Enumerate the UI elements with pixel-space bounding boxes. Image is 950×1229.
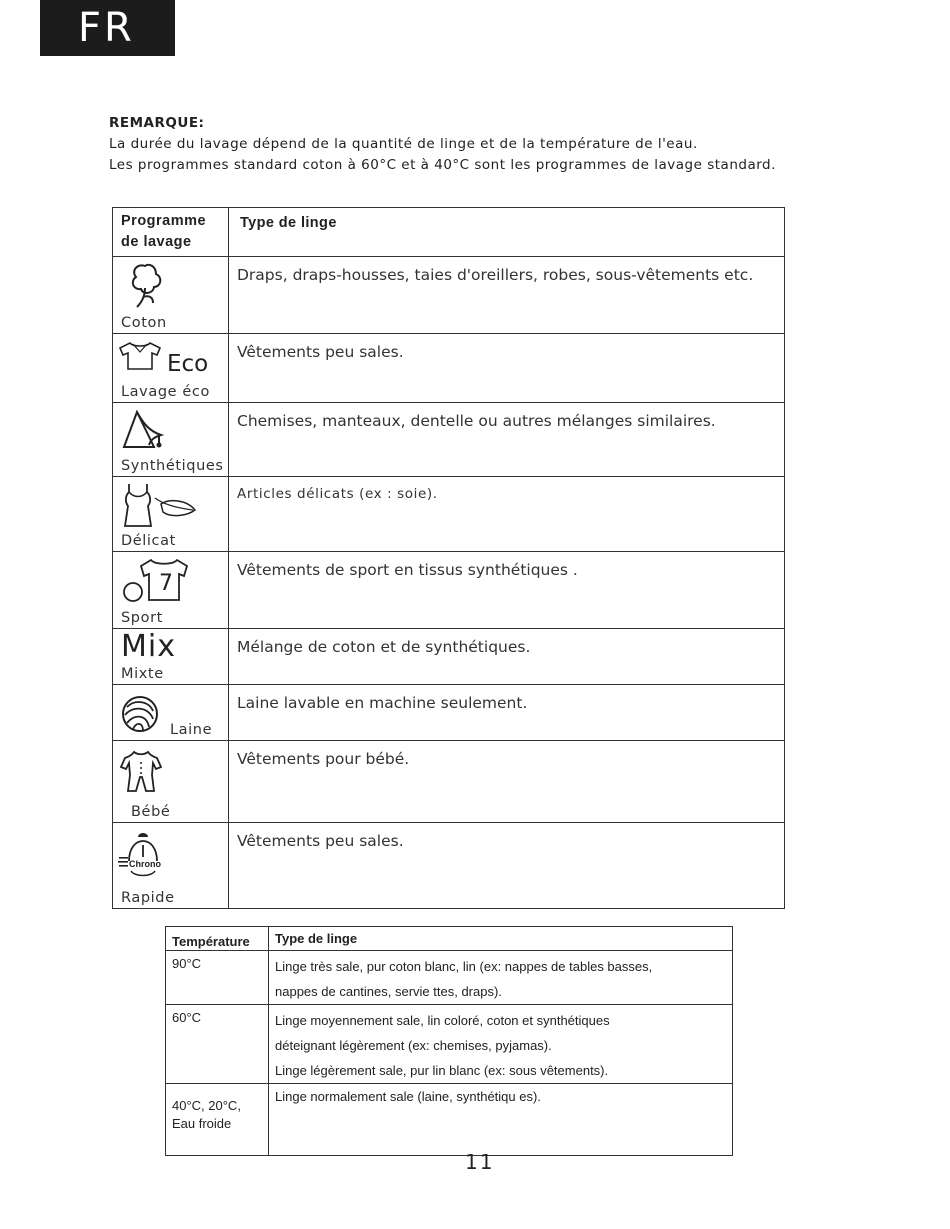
- program-row: [113, 552, 785, 629]
- header-temperature: Température: [166, 927, 269, 951]
- program-description: Vêtements de sport en tissus synthétiques .: [229, 552, 785, 629]
- remark-title: REMARQUE:: [109, 115, 205, 131]
- program-label: Délicat: [121, 533, 176, 549]
- baby-onesie-icon: [120, 749, 162, 795]
- temperature-table: [165, 926, 733, 1156]
- linen-line: Linge normalement sale (laine, synthétiqu es).: [275, 1089, 541, 1104]
- linen-line: déteignant légèrement (ex: chemises, pyjamas).: [275, 1038, 552, 1053]
- program-label: Bébé: [131, 804, 171, 820]
- sport-icon-number: 7: [159, 571, 173, 596]
- program-description: Laine lavable en machine seulement.: [229, 685, 785, 741]
- cotton-flower-icon: [123, 261, 169, 313]
- linen-line: Linge légèrement sale, pur lin blanc (ex: sous vêtements).: [275, 1063, 609, 1078]
- tshirt-icon: [116, 340, 164, 370]
- language-tab: [40, 0, 175, 56]
- remark-block: [109, 113, 776, 176]
- chrono-icon-text: Chrono: [129, 859, 161, 869]
- program-label: Laine: [170, 722, 213, 738]
- header-program-line1: Programme: [121, 213, 207, 229]
- temperature-value: 60°C: [166, 1005, 269, 1084]
- chrono-stopwatch-icon: [117, 831, 177, 879]
- program-description: Vêtements pour bébé.: [229, 741, 785, 823]
- program-description: Vêtements peu sales.: [229, 334, 785, 403]
- temperature-value: Eau froide: [172, 1116, 232, 1131]
- remark-line-2: Les programmes standard coton à 60°C et à 40°C sont les programmes de lavage standard.: [109, 157, 776, 173]
- linen-line: nappes de cantines, servie ttes, draps).: [275, 984, 502, 999]
- program-description: Mélange de coton et de synthétiques.: [229, 629, 785, 685]
- linen-line: Linge moyennement sale, lin coloré, coton et synthétiques: [275, 1013, 610, 1028]
- temperature-table-header: [166, 927, 733, 951]
- programs-table: [112, 207, 785, 909]
- programs-table-header: [113, 208, 785, 257]
- program-label: Mixte: [121, 666, 164, 682]
- program-label: Sport: [121, 610, 163, 626]
- temperature-row: [166, 1005, 733, 1084]
- sport-jersey-icon: [123, 556, 191, 606]
- program-row: [113, 741, 785, 823]
- program-description: Articles délicats (ex : soie).: [229, 477, 785, 552]
- temperature-row: [166, 1084, 733, 1156]
- linen-line: Linge très sale, pur coton blanc, lin (ex: nappes de tables basses,: [275, 959, 653, 974]
- temperature-value: 90°C: [166, 951, 269, 1005]
- program-row: [113, 823, 785, 909]
- program-row: [113, 685, 785, 741]
- page-number: 11: [465, 1150, 495, 1174]
- program-label: Rapide: [121, 890, 175, 906]
- temperature-value: 40°C, 20°C,: [172, 1098, 241, 1113]
- header-type: Type de linge: [240, 215, 337, 231]
- camisole-feather-icon: [121, 482, 201, 528]
- synthetic-triangle-icon: [121, 409, 165, 451]
- program-row: [113, 334, 785, 403]
- program-row: [113, 629, 785, 685]
- program-row: [113, 403, 785, 477]
- program-row: [113, 477, 785, 552]
- program-label: Synthétiques: [121, 458, 224, 474]
- temperature-row: [166, 951, 733, 1005]
- header-program-line2: de lavage: [121, 234, 192, 250]
- header-type: Type de linge: [269, 927, 733, 951]
- program-description: Vêtements peu sales.: [229, 823, 785, 909]
- program-label: Lavage éco: [121, 384, 210, 400]
- program-row: [113, 257, 785, 334]
- program-description: Chemises, manteaux, dentelle ou autres mélanges similaires.: [229, 403, 785, 477]
- program-description: Draps, draps-housses, taies d'oreillers, robes, sous-vêtements etc.: [229, 257, 785, 334]
- mix-text-icon: Mix: [121, 629, 176, 664]
- wool-yarn-icon: [119, 693, 161, 735]
- remark-line-1: La durée du lavage dépend de la quantité de linge et de la température de l'eau.: [109, 136, 698, 152]
- program-label: Coton: [121, 315, 167, 331]
- eco-icon-text: Eco: [167, 351, 209, 377]
- language-code: FR: [78, 5, 135, 51]
